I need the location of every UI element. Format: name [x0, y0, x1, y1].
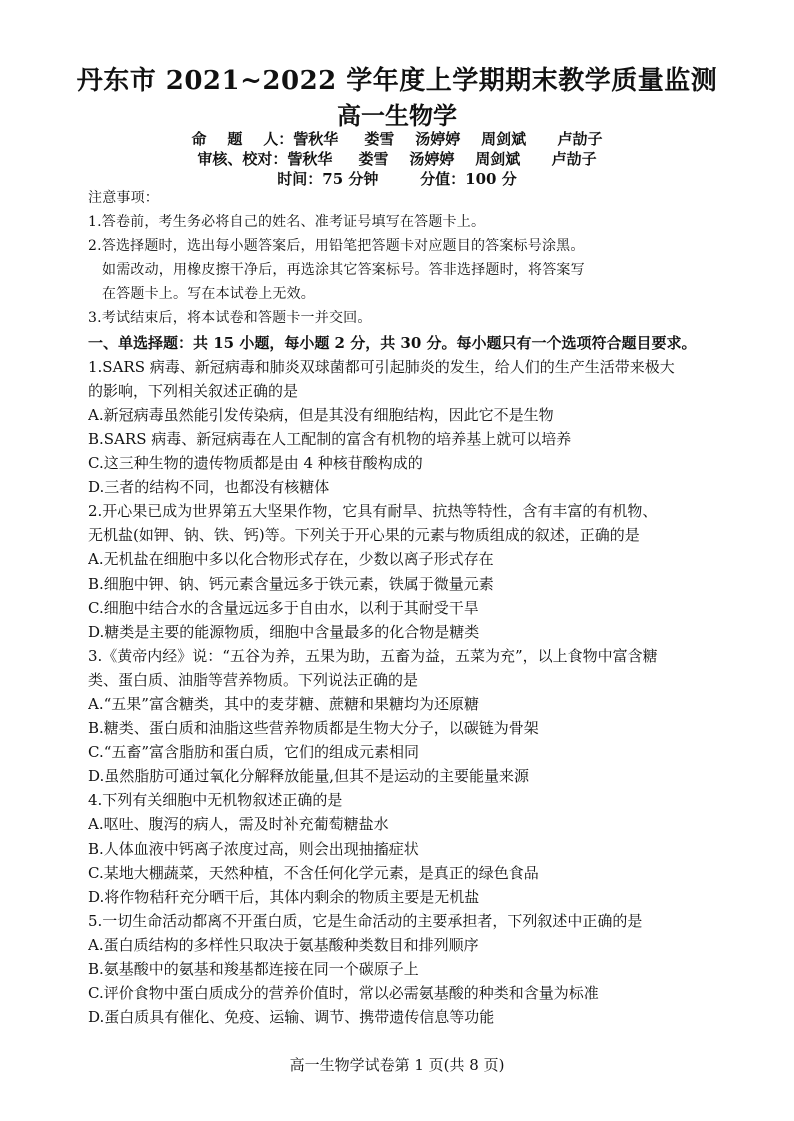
question-stem: 的影响，下列相关叙述正确的是: [88, 381, 299, 400]
question-stem: 无机盐(如钾、钠、铁、钙)等。下列关于开心果的元素与物质组成的叙述，正确的是: [88, 526, 640, 545]
option-c: C.细胞中结合水的含量远远多于自由水，以利于其耐受干旱: [88, 598, 479, 617]
time-score-line: 时间：75 分钟 分值：100 分: [277, 170, 517, 188]
reviewers-line: 审核、校对：訾秋华 娄雪 汤婷婷 周剑斌 卢劼子: [197, 150, 597, 168]
option-c: C.“五畜”富含脂肪和蛋白质，它们的组成元素相同: [88, 743, 420, 762]
option-c: C.某地大棚蔬菜，天然种植，不含任何化学元素，是真正的绿色食品: [88, 863, 539, 882]
option-d: D.糖类是主要的能源物质，细胞中含量最多的化合物是糖类: [88, 622, 480, 641]
option-b: B.人体血液中钙离子浓度过高，则会出现抽搐症状: [88, 839, 419, 858]
option-b: B.细胞中钾、钠、钙元素含量远多于铁元素，铁属于微量元素: [88, 574, 494, 593]
question-4: [88, 788, 718, 908]
option-b: B.糖类、蛋白质和油脂这些营养物质都是生物大分子，以碳链为骨架: [88, 719, 539, 738]
option-d: D.蛋白质具有催化、免疫、运输、调节、携带遗传信息等功能: [88, 1008, 495, 1027]
question-2: [88, 499, 718, 644]
page-footer: 高一生物学试卷第 1 页(共 8 页): [289, 1056, 505, 1074]
exam-content: [88, 186, 718, 1029]
option-a: A.呕吐、腹泻的病人，需及时补充葡萄糖盐水: [88, 815, 389, 834]
question-stem: 5.一切生命活动都离不开蛋白质，它是生命活动的主要承担者，下列叙述中正确的是: [88, 911, 643, 930]
option-a: A.新冠病毒虽然能引发传染病，但是其没有细胞结构，因此它不是生物: [88, 405, 554, 424]
question-stem: 4.下列有关细胞中无机物叙述正确的是: [88, 791, 343, 810]
option-a: A.无机盐在细胞中多以化合物形式存在，少数以离子形式存在: [88, 550, 494, 569]
authors-line: 命 题 人：訾秋华 娄雪 汤婷婷 周剑斌 卢劼子: [191, 130, 603, 148]
exam-title: 丹东市 2021~2022 学年度上学期期末教学质量监测: [76, 66, 718, 96]
note-item: 2.答选择题时，选出每小题答案后，用铅笔把答题卡对应题目的答案标号涂黑。: [88, 238, 585, 255]
option-d: D.虽然脂肪可通过氧化分解释放能量,但其不是运动的主要能量来源: [88, 767, 530, 786]
note-item: 在答题卡上。写在本试卷上无效。: [102, 286, 315, 303]
question-1: [88, 355, 718, 500]
note-item: 3.考试结束后，将本试卷和答题卡一并交回。: [88, 310, 372, 327]
notes-heading: 注意事项：: [88, 190, 159, 206]
question-stem: 类、蛋白质、油脂等营养物质。下列说法正确的是: [88, 670, 419, 689]
option-c: C.评价食物中蛋白质成分的营养价值时，常以必需氨基酸的种类和含量为标准: [88, 984, 599, 1003]
note-item: 如需改动，用橡皮擦干净后，再选涂其它答案标号。答非选择题时，将答案写: [102, 262, 585, 279]
question-3: [88, 644, 718, 789]
question-stem: 2.开心果已成为世界第五大坚果作物，它具有耐旱、抗热等特性，含有丰富的有机物、: [88, 502, 658, 521]
question-stem: 1.SARS 病毒、新冠病毒和肺炎双球菌都可引起肺炎的发生，给人们的生产生活带来极大: [88, 357, 675, 376]
subject-title: 高一生物学: [337, 101, 457, 130]
option-d: D.三者的结构不同，也都没有核糖体: [88, 478, 330, 497]
option-a: A.“五果”富含糖类，其中的麦芽糖、蔗糖和果糖均为还原糖: [88, 694, 479, 713]
note-item: 1.答卷前，考生务必将自己的姓名、准考证号填写在答题卡上。: [88, 214, 486, 231]
option-d: D.将作物秸秆充分晒干后，其体内剩余的物质主要是无机盐: [88, 887, 480, 906]
option-b: B.氨基酸中的氨基和羧基都连接在同一个碳原子上: [88, 960, 419, 978]
question-5: [88, 909, 718, 1029]
option-c: C.这三种生物的遗传物质都是由 4 种核苷酸构成的: [88, 454, 423, 473]
question-stem: 3.《黄帝内经》说：“五谷为养，五果为助，五畜为益，五菜为充”，以上食物中富含糖: [88, 646, 658, 665]
option-b: B.SARS 病毒、新冠病毒在人工配制的富含有机物的培养基上就可以培养: [88, 429, 572, 448]
option-a: A.蛋白质结构的多样性只取决于氨基酸种类数目和排列顺序: [88, 935, 479, 954]
section-heading: 一、单选择题：共 15 小题，每小题 2 分，共 30 分。每小题只有一个选项符合题目要求。: [88, 333, 697, 352]
